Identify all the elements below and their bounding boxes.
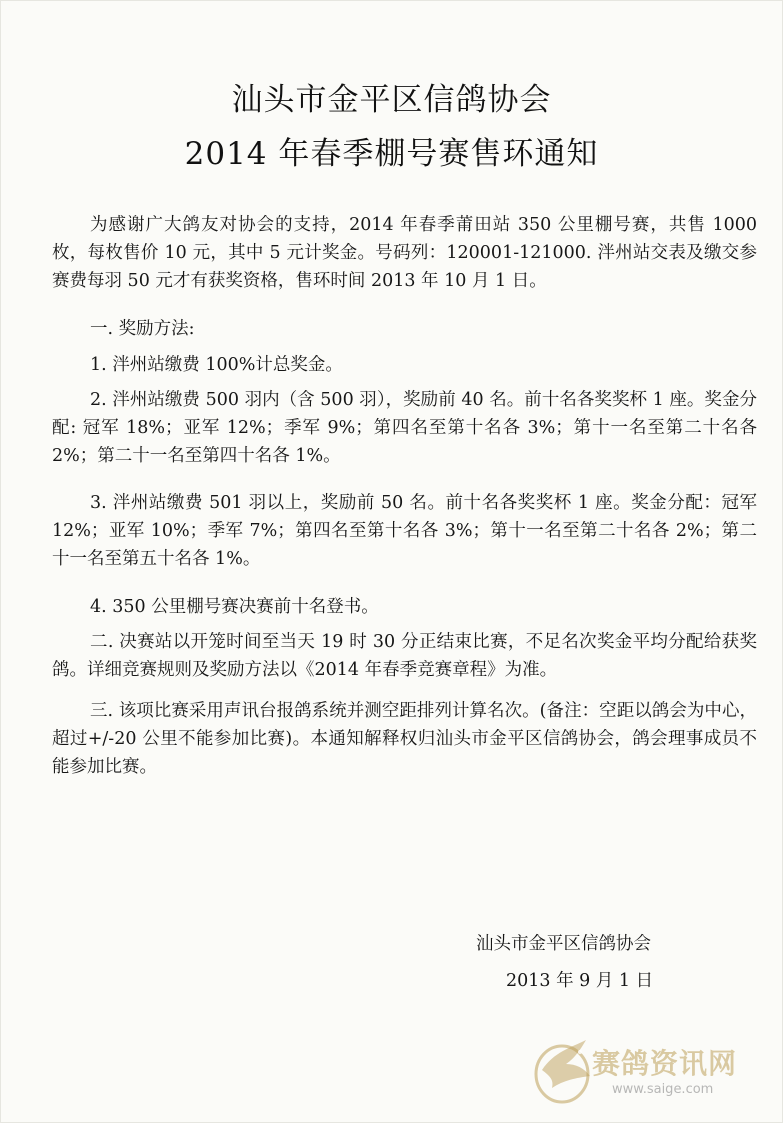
reward-item-3: 3. 泮州站缴费 501 羽以上，奖励前 50 名。前十名各奖奖杯 1 座。奖金分配：冠军 12%；亚军 10%；季军 7%；第四名至第十名各 3%；第十一名至第二十名各 2%；第二十一名至第五十名各 1%。 [52, 493, 757, 569]
section2-paragraph: 二. 决赛站以开笼时间至当天 19 时 30 分正结束比赛，不足名次奖金平均分配给获奖鸽。详细竞赛规则及奖励方法以《2014 年春季竞赛章程》为准。 [52, 632, 757, 680]
section3-paragraph: 三. 该项比赛采用声讯台报鸽系统并测空距排列计算名次。(备注：空距以鸽会为中心，超过+/-20 公里不能参加比赛)。本通知解释权归汕头市金平区信鸽协会，鸽会理事成员不能参加比赛。 [52, 701, 757, 777]
reward-item-2: 2. 泮州站缴费 500 羽内（含 500 羽），奖励前 40 名。前十名各奖奖杯 1 座。奖金分配: 冠军 18%；亚军 12%；季军 9%；第四名至第十名各 3%；第十一名至第二十名各 2%；第二十一名至第四十名各 1%。 [52, 390, 757, 466]
signature-date: 2013 年 9 月 1 日 [506, 971, 654, 991]
section1-heading: 一. 奖励方法: [90, 319, 195, 339]
watermark-url: www.saige.com [612, 1082, 714, 1097]
reward-item-1: 1. 泮州站缴费 100%计总奖金。 [90, 355, 343, 375]
watermark [530, 1028, 770, 1113]
pigeon-logo-icon [530, 1030, 600, 1110]
intro-paragraph: 为感谢广大鸽友对协会的支持，2014 年春季莆田站 350 公里棚号赛，共售 1000 枚，每枚售价 10 元，其中 5 元计奖金。号码列：120001-121000. 泮州站交表及缴交参赛费每羽 50 元才有获奖资格，售环时间 2013 年 10 月 1 日。 [52, 215, 757, 291]
document-title-line1: 汕头市金平区信鸽协会 [231, 82, 552, 118]
document-title-line2: 2014 年春季棚号赛售环通知 [184, 136, 599, 172]
watermark-name: 赛鸽资讯网 [592, 1047, 738, 1080]
signature-organization: 汕头市金平区信鸽协会 [476, 934, 651, 954]
reward-item-4: 4. 350 公里棚号赛决赛前十名登书。 [90, 597, 379, 617]
